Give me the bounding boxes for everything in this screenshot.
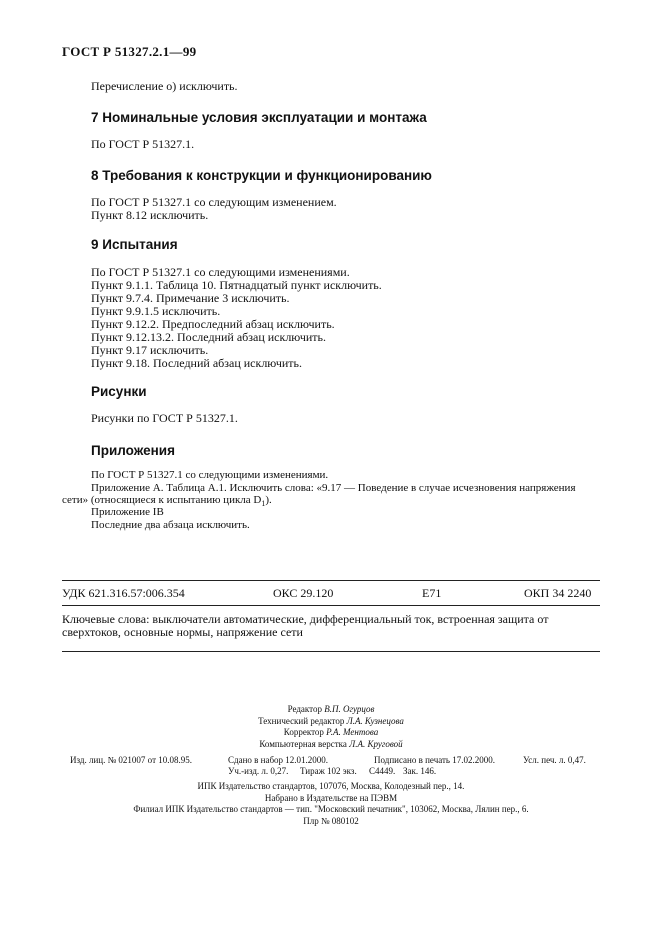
typeset-note: Набрано в Издательстве на ПЭВМ	[264, 792, 398, 803]
imprint-sent: Сдано в набор 12.01.2000.	[228, 755, 329, 765]
section-9-line: Пункт 9.9.1.5 исключить.	[91, 304, 221, 318]
appendices-line-3-end: ).	[265, 494, 272, 506]
oks: ОКС 29.120	[273, 586, 334, 600]
plr-number: Плр № 080102	[303, 815, 359, 826]
okp: ОКП 34 2240	[524, 586, 592, 600]
section-9-line: Пункт 9.7.4. Примечание 3 исключить.	[91, 291, 290, 305]
appendices-line-3-text: сети» (относящиеся к испытанию цикла D	[62, 494, 262, 506]
keywords	[62, 613, 548, 639]
imprint-pub-sheets: Уч.-изд. л. 0,27.	[228, 766, 289, 776]
credit-name: В.П. Огурцов	[324, 704, 375, 714]
keywords-line: Ключевые слова: выключатели автоматические, дифференциальный ток, встроенная защита от	[62, 612, 549, 626]
credits	[62, 704, 600, 750]
section-8-line: Пункт 8.12 исключить.	[91, 208, 209, 222]
credit-name: Л.А. Круговой	[349, 738, 403, 749]
appendices-line: Последние два абзаца исключить.	[91, 518, 250, 531]
middle-divider	[62, 605, 600, 606]
credit-corrector	[62, 727, 600, 739]
credit-label: Редактор	[287, 704, 322, 714]
e-code: Е71	[422, 586, 442, 600]
document-header: ГОСТ Р 51327.2.1—99	[62, 44, 197, 59]
credit-layout	[62, 739, 600, 751]
imprint-print-run: Тираж 102 экз.	[300, 766, 357, 776]
credit-name: Л.А. Кузнецова	[346, 715, 404, 726]
intro-text: Перечисление о) исключить.	[91, 79, 238, 93]
imprint-print-sheets: Усл. печ. л. 0,47.	[523, 755, 586, 765]
credit-name: Р.А. Ментова	[326, 727, 379, 737]
section-9-body	[91, 266, 382, 370]
publisher-info	[62, 781, 600, 827]
appendices-lines-tail	[91, 506, 250, 531]
section-8-body	[91, 196, 337, 222]
figures-title: Рисунки	[91, 384, 147, 399]
imprint-signed: Подписано в печать 17.02.2000.	[374, 755, 496, 765]
section-9-line: По ГОСТ Р 51327.1 со следующими изменениями.	[91, 265, 350, 279]
section-9-line: Пункт 9.17 исключить.	[91, 343, 209, 357]
publisher-address: ИПК Издательство стандартов, 107076, Москва, Колодезный пер., 14.	[197, 781, 465, 791]
appendices-body	[91, 469, 600, 494]
section-8-line: По ГОСТ Р 51327.1 со следующим изменением.	[91, 195, 337, 209]
credit-label: Технический редактор	[258, 715, 345, 726]
credit-editor	[62, 704, 600, 716]
appendices-line: Приложение IB	[91, 506, 164, 518]
credit-label: Корректор	[283, 727, 324, 737]
section-9-title: 9 Испытания	[91, 237, 178, 252]
udk: УДК 621.316.57:006.354	[62, 586, 185, 600]
section-9-line: Пункт 9.12.13.2. Последний абзац исключить.	[91, 330, 326, 344]
printing-house: Филиал ИПК Издательство стандартов — тип. "Московский печатник", 103062, Москва, Лялин пер., 6.	[133, 804, 529, 814]
imprint-license: Изд. лиц. № 021007 от 10.08.95.	[70, 755, 192, 765]
section-9-line: Пункт 9.12.2. Предпоследний абзац исключить.	[91, 317, 335, 331]
appendices-line: По ГОСТ Р 51327.1 со следующими изменениями.	[91, 469, 329, 481]
top-divider	[62, 580, 600, 581]
bottom-divider	[62, 651, 600, 652]
section-9-line: Пункт 9.18. Последний абзац исключить.	[91, 356, 302, 370]
appendices-title: Приложения	[91, 443, 175, 458]
credit-tech	[62, 716, 600, 728]
section-9-line: Пункт 9.1.1. Таблица 10. Пятнадцатый пункт исключить.	[91, 278, 382, 292]
keywords-line: сверхтоков, основные нормы, напряжение сети	[62, 625, 303, 639]
section-8-title: 8 Требования к конструкции и функционированию	[91, 168, 432, 183]
appendices-line: Приложение А. Таблица А.1. Исключить слова: «9.17 — Поведение в случае исчезновения напряжения	[91, 481, 576, 494]
section-7-title: 7 Номинальные условия эксплуатации и монтажа	[91, 110, 427, 125]
subscript: 1	[261, 499, 266, 509]
figures-text: Рисунки по ГОСТ Р 51327.1.	[91, 411, 238, 425]
credit-label: Компьютерная верстка	[259, 738, 347, 749]
section-7-text: По ГОСТ Р 51327.1.	[91, 137, 195, 151]
imprint-code: С4449.	[369, 766, 396, 776]
imprint-order: Зак. 146.	[403, 766, 437, 776]
